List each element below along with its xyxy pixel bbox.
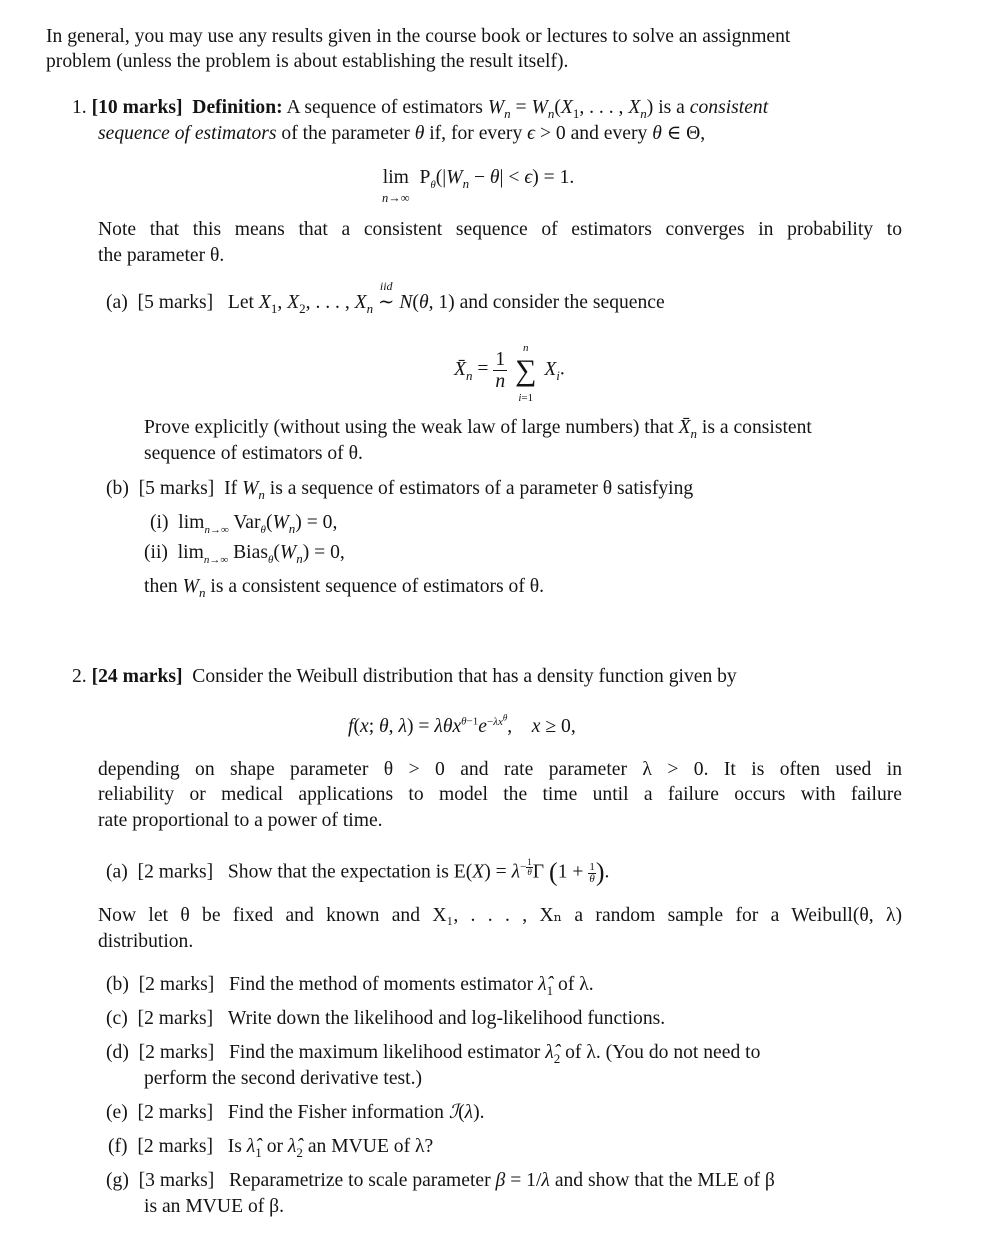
q1a-prove-line-2: sequence of estimators of θ. [144,443,363,464]
q1b-condition-ii: (ii) $\lim_{n\to\infty}$ $Bias_\theta(W_n) = 0$, [144,542,345,566]
q2g-line: (g) [3 marks] Reparametrize to scale parameter β = 1/λ and show that the MLE of β [106,1170,775,1191]
q1-header: 1. [10 marks] Definition: A sequence of estimators $W_n = W_n(X_1$, . . . , $X_n$) is a consistent [72,97,769,121]
q2g-line-2: is an MVUE of β. [144,1196,285,1217]
intro-line-1: In general, you may use any results given in the course book or lectures to solve an assignment [46,26,791,47]
q1a-prove-text-b: is a consistent [701,417,812,438]
q2f-label: (f) [108,1136,128,1157]
q1b-i-label: (i) [150,512,169,533]
q2e-line: (e) [2 marks] Find the Fisher information ℐ(λ). [106,1102,485,1123]
q1-marks: [10 marks] [91,97,183,118]
q2f-marks: [2 marks] [137,1136,214,1157]
q2-now-line-1: Now let θ be fixed and known and X₁, . . . , Xₙ a random sample for a Weibull(θ, λ) [98,905,902,926]
q1-def-text-e: and every [570,123,648,144]
q1-def-text-b: is a [658,97,685,118]
q2b-text: Find the method of moments estimator [229,974,534,995]
q1b-then: then [144,576,178,597]
q1-consistent: consistent [689,97,769,118]
q2e-label: (e) [106,1102,128,1123]
q1-note-line-2: the parameter θ. [98,245,225,266]
q1b-text: is a sequence of estimators of a parameter θ satisfying [269,478,694,499]
q2b-label: (b) [106,974,129,995]
q2a-label: (a) [106,861,128,883]
q1a-prove-text-a: Prove explicitly (without using the weak law of large numbers) that [144,417,674,438]
q1a-mean-equation: $X̄_n$ = $\frac{1}{n}$ n ∑ i=1 $X_i$. [454,342,565,404]
q1b-ii-label: (ii) [144,542,168,563]
q2c-line [106,1009,665,1029]
q1-def-text-a: A sequence of estimators [286,97,483,118]
q2g-marks: [3 marks] [138,1170,215,1191]
q1-limit-equation: lim n→∞ $P_\theta(|W_n - \theta| < \epsilon) = 1$. [382,167,575,205]
q2-para-line-2: reliability or medical applications to model the time until a failure occurs with failure [98,784,902,805]
q1a-tail: and consider the sequence [459,292,665,313]
q2d-text: Find the maximum likelihood estimator [229,1042,541,1063]
q1b-line: (b) [5 marks] If $W_n$ is a sequence of estimators of a parameter θ satisfying [106,478,694,502]
q2b-line: (b) [2 marks] Find the method of moments estimator $\lambdâ_1$ of λ. [106,974,594,998]
q1-def-line-2: sequence of estimators of the parameter θ if, for every ϵ > 0 and every θ ∈ Θ, [98,123,706,144]
q2e-marks: [2 marks] [137,1102,214,1123]
q2f-line: (f) [2 marks] Is $\lambdâ_1$ or $\lambdâ_2$ an MVUE of λ? [108,1136,434,1160]
q2f-tail: an MVUE of λ? [307,1136,434,1157]
q2f-is: Is [227,1136,242,1157]
q1-note-line-1: Note that this means that a consistent sequence of estimators converges in probability to [98,219,902,240]
q1a-label: (a) [106,292,128,313]
q1a-marks: [5 marks] [137,292,214,313]
q2d-line-2: perform the second derivative test.) [144,1068,423,1089]
intro-line-2: problem (unless the problem is about establishing the result itself). [46,51,569,72]
q1-def-text-c: of the parameter [281,123,410,144]
q1a-line: (a) [5 marks] Let $X_1$, $X_2$, . . . , $X_n$ iid ∼ N(θ, 1) and consider the sequence [106,279,665,316]
q2g-label: (g) [106,1170,129,1191]
q2-now-line-2: distribution. [98,931,194,952]
q1-sequence-of-estimators: sequence of estimators [98,123,277,144]
q2e-text: Find the Fisher information [227,1102,444,1123]
q2d-line: (d) [2 marks] Find the maximum likelihood estimator $\lambdâ_2$ of λ. (You do not need to [106,1042,761,1066]
q2f-or: or [266,1136,284,1157]
q2d-label: (d) [106,1042,129,1063]
q1b-marks: [5 marks] [138,478,215,499]
q2a-line: (a) [2 marks] Show that the expectation is $E(X) = \lambda^{- \frac{1}{\theta}}$ Γ (1 + $\frac{1}{\theta}$ ). [106,857,610,887]
q1a-let: Let [227,292,254,313]
q1b-if: If [224,478,238,499]
q2b-tail: of λ. [558,974,594,995]
q1b-conclusion: then $W_n$ is a consistent sequence of estimators of θ. [144,576,545,600]
q2c-marks: [2 marks] [137,1008,214,1029]
q1b-condition-i: (i) $\lim_{n\to\infty} Var_\theta(W_n) = 0$, [150,512,338,536]
q2d-tail: of λ. (You do not need to [565,1042,761,1063]
q2a-marks: [2 marks] [137,861,214,883]
q2b-marks: [2 marks] [138,974,215,995]
q1b-then-tail: is a consistent sequence of estimators of θ. [210,576,545,597]
q2c-label: (c) [106,1008,128,1029]
q2g-tail: and show that the MLE of β [554,1170,775,1191]
q1b-label: (b) [106,478,129,499]
q2g-text: Reparametrize to scale parameter [229,1170,491,1191]
q2-intro: Consider the Weibull distribution that has a density function given by [192,666,737,687]
q2d-marks: [2 marks] [138,1042,215,1063]
q2c-text: Write down the likelihood and log-likelihood functions. [227,1008,666,1029]
q1-def-text-d: if, for every [429,123,523,144]
q1-number: 1. [72,97,87,118]
q2-header [72,667,737,687]
q2-para-line-3: rate proportional to a power of time. [98,810,383,831]
q2a-text: Show that the expectation is [227,861,449,883]
q2-marks: [24 marks] [91,666,183,687]
q1-definition-label: Definition: [192,97,283,118]
q1a-prove-line-1: Prove explicitly (without using the weak law of large numbers) that $X̄_n$ is a consistent [144,417,812,441]
q2-number: 2. [72,666,87,687]
q2-para-line-1: depending on shape parameter θ > 0 and rate parameter λ > 0. It is often used in [98,759,902,780]
q2-density-equation: f(x; θ, $\lambda) = \lambda\theta x^{\theta-1}e^{-\lambda x^\theta}$, x ≥ 0, [348,712,576,738]
